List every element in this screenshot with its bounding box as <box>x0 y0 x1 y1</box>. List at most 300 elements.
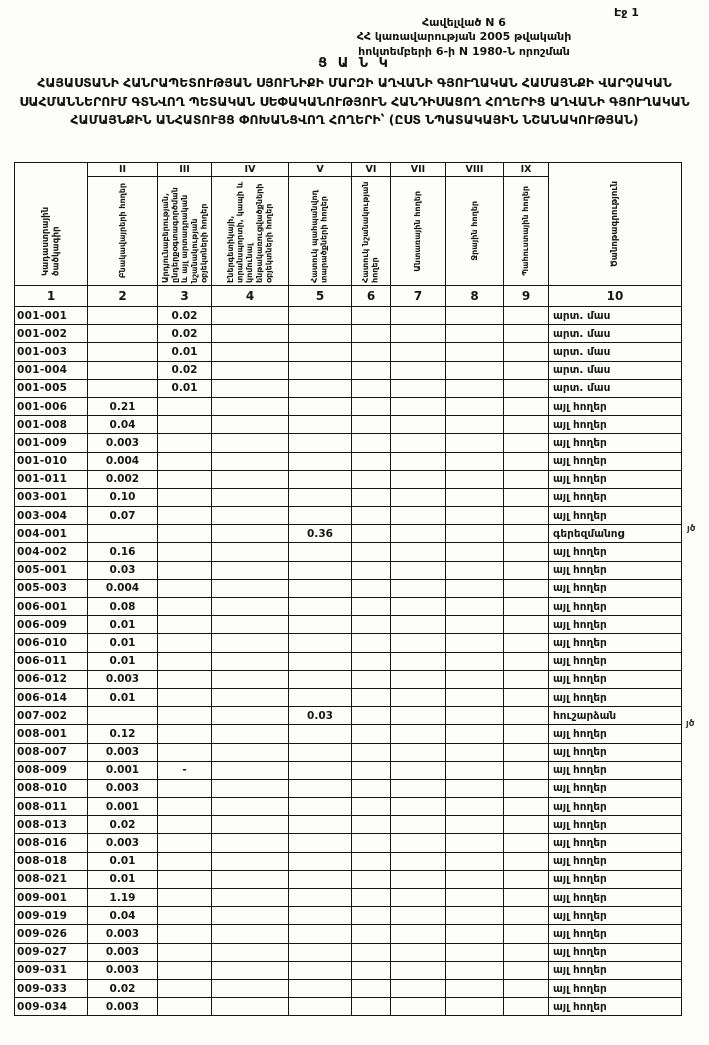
cell-cadastral-code: 006-010 <box>15 634 88 652</box>
cell-area-value <box>158 416 212 434</box>
cell-area-value: 0.003 <box>88 779 158 797</box>
cell-area-value <box>158 870 212 888</box>
table-row <box>15 325 682 343</box>
cell-area-value <box>446 325 504 343</box>
cell-area-value: 0.07 <box>88 507 158 525</box>
cell-area-value <box>212 543 289 561</box>
table-row <box>15 907 682 925</box>
cell-area-value: 0.08 <box>88 598 158 616</box>
cell-area-value <box>446 816 504 834</box>
cell-cadastral-code: 008-009 <box>15 761 88 779</box>
cell-cadastral-code: 005-003 <box>15 579 88 597</box>
table-row <box>15 579 682 597</box>
table-row <box>15 470 682 488</box>
cell-area-value <box>446 688 504 706</box>
table-row <box>15 707 682 725</box>
cell-cadastral-code: 001-005 <box>15 379 88 397</box>
cell-area-value <box>289 452 352 470</box>
cell-area-value <box>352 434 391 452</box>
cell-cadastral-code: 009-033 <box>15 979 88 997</box>
cell-area-value: 0.002 <box>88 470 158 488</box>
cell-area-value <box>352 325 391 343</box>
cell-area-value <box>212 452 289 470</box>
cell-area-value <box>289 798 352 816</box>
cell-area-value <box>158 779 212 797</box>
cell-area-value <box>212 834 289 852</box>
cell-cadastral-code: 001-008 <box>15 416 88 434</box>
cell-area-value <box>289 543 352 561</box>
cell-area-value <box>289 397 352 415</box>
cell-area-value <box>446 834 504 852</box>
cell-area-value: 0.01 <box>88 688 158 706</box>
cell-remark: այլ հողեր <box>549 616 682 634</box>
cell-area-value <box>212 943 289 961</box>
cell-area-value: 0.04 <box>88 416 158 434</box>
column-number: 3 <box>158 286 212 307</box>
cell-area-value <box>289 925 352 943</box>
cell-area-value <box>212 525 289 543</box>
cell-area-value: 0.01 <box>88 634 158 652</box>
cell-area-value <box>446 434 504 452</box>
cell-area-value <box>212 397 289 415</box>
header-remark-label: Ծանոթագրություն <box>609 181 620 267</box>
cell-area-value <box>391 616 446 634</box>
cell-area-value <box>504 616 549 634</box>
cell-area-value <box>212 889 289 907</box>
cell-area-value: 0.003 <box>88 943 158 961</box>
cell-cadastral-code: 006-012 <box>15 670 88 688</box>
cell-remark: այլ հողեր <box>549 870 682 888</box>
cell-area-value <box>158 652 212 670</box>
cell-area-value: 0.01 <box>88 652 158 670</box>
cell-area-value <box>391 379 446 397</box>
cell-area-value <box>88 307 158 325</box>
cell-area-value: 0.10 <box>88 488 158 506</box>
cell-area-value <box>446 779 504 797</box>
cell-area-value <box>212 307 289 325</box>
cell-area-value <box>212 325 289 343</box>
cell-cadastral-code: 008-021 <box>15 870 88 888</box>
cell-cadastral-code: 001-002 <box>15 325 88 343</box>
column-number: 1 <box>15 286 88 307</box>
cell-cadastral-code: 009-027 <box>15 943 88 961</box>
cell-area-value <box>289 889 352 907</box>
cell-remark: այլ հողեր <box>549 543 682 561</box>
cell-area-value <box>352 470 391 488</box>
cell-area-value: 0.03 <box>88 561 158 579</box>
cell-area-value <box>391 561 446 579</box>
header-land-category-label: Հատուկ պահպանվող տարածքների հողեր <box>310 190 329 283</box>
cell-area-value <box>158 907 212 925</box>
cell-area-value <box>504 852 549 870</box>
cell-area-value <box>289 834 352 852</box>
cell-area-value <box>446 798 504 816</box>
roman-numeral: III <box>158 163 212 177</box>
cell-remark: այլ հողեր <box>549 579 682 597</box>
cell-area-value <box>158 561 212 579</box>
cell-area-value: 0.003 <box>88 998 158 1016</box>
cell-cadastral-code: 008-007 <box>15 743 88 761</box>
cell-area-value: 0.001 <box>88 761 158 779</box>
cell-cadastral-code: 009-026 <box>15 925 88 943</box>
cell-area-value <box>446 652 504 670</box>
cell-cadastral-code: 001-006 <box>15 397 88 415</box>
cell-remark: այլ հողեր <box>549 961 682 979</box>
cell-area-value: 0.004 <box>88 579 158 597</box>
cell-area-value <box>504 779 549 797</box>
cell-area-value <box>212 507 289 525</box>
cell-remark: այլ հողեր <box>549 834 682 852</box>
cell-remark: գերեզմանոց <box>549 525 682 543</box>
cell-area-value <box>88 343 158 361</box>
cell-area-value <box>158 925 212 943</box>
appendix-line: հոկտեմբերի 6-ի N 1980-Ն որոշման <box>358 44 570 58</box>
cell-area-value: 0.04 <box>88 907 158 925</box>
cell-area-value <box>446 707 504 725</box>
cell-area-value <box>504 397 549 415</box>
cell-area-value <box>352 598 391 616</box>
cell-area-value <box>212 379 289 397</box>
cell-area-value <box>352 798 391 816</box>
cell-area-value <box>212 925 289 943</box>
cell-area-value <box>352 834 391 852</box>
header-land-category-label: Հատուկ նշանակության հողեր <box>361 181 380 283</box>
cell-area-value <box>446 343 504 361</box>
cell-area-value <box>504 979 549 997</box>
cell-area-value <box>504 307 549 325</box>
cell-area-value: 0.16 <box>88 543 158 561</box>
cell-area-value <box>289 998 352 1016</box>
cell-area-value: 0.02 <box>158 325 212 343</box>
cell-area-value <box>212 907 289 925</box>
cell-cadastral-code: 001-011 <box>15 470 88 488</box>
cell-area-value <box>391 434 446 452</box>
table-row <box>15 834 682 852</box>
cell-area-value <box>352 961 391 979</box>
cell-area-value <box>158 525 212 543</box>
table-row <box>15 670 682 688</box>
cell-cadastral-code: 003-004 <box>15 507 88 525</box>
header-land-category <box>446 177 504 286</box>
cell-remark: այլ հողեր <box>549 507 682 525</box>
header-land-category-label: Պահուստային հողեր <box>521 186 531 276</box>
table-row <box>15 979 682 997</box>
cell-area-value <box>504 561 549 579</box>
cell-area-value <box>289 670 352 688</box>
cell-area-value <box>446 470 504 488</box>
cell-area-value: 0.21 <box>88 397 158 415</box>
cell-cadastral-code: 001-003 <box>15 343 88 361</box>
cell-area-value <box>504 361 549 379</box>
cell-remark: այլ հողեր <box>549 816 682 834</box>
cell-area-value <box>446 507 504 525</box>
cell-area-value <box>289 961 352 979</box>
cell-area-value <box>504 325 549 343</box>
table-row <box>15 743 682 761</box>
cell-area-value <box>212 343 289 361</box>
cell-area-value <box>158 943 212 961</box>
cell-area-value <box>212 616 289 634</box>
table-row <box>15 816 682 834</box>
cell-area-value: 0.03 <box>289 707 352 725</box>
roman-numeral: V <box>289 163 352 177</box>
cell-area-value <box>391 307 446 325</box>
cell-area-value: 0.01 <box>88 852 158 870</box>
table-row <box>15 543 682 561</box>
cell-area-value <box>212 634 289 652</box>
cell-cadastral-code: 004-002 <box>15 543 88 561</box>
cell-area-value <box>352 616 391 634</box>
cell-area-value <box>212 416 289 434</box>
cell-area-value <box>504 652 549 670</box>
cell-area-value <box>391 943 446 961</box>
cell-area-value <box>391 816 446 834</box>
table-row <box>15 434 682 452</box>
cell-area-value <box>289 561 352 579</box>
cell-remark: արտ. մաս <box>549 379 682 397</box>
cell-area-value <box>446 943 504 961</box>
cell-area-value <box>391 325 446 343</box>
header-land-category <box>289 177 352 286</box>
table-row <box>15 488 682 506</box>
cell-area-value <box>446 725 504 743</box>
cell-area-value: 0.12 <box>88 725 158 743</box>
column-number: 10 <box>549 286 682 307</box>
cell-remark: այլ հողեր <box>549 688 682 706</box>
cell-area-value <box>391 507 446 525</box>
cell-area-value <box>212 798 289 816</box>
cell-area-value <box>352 307 391 325</box>
cell-area-value <box>391 707 446 725</box>
cell-area-value: 0.01 <box>158 343 212 361</box>
document-title: ՀԱՅԱՍՏԱՆԻ ՀԱՆՐԱՊԵՏՈՒԹՅԱՆ ՍՅՈՒՆԻՔԻ ՄԱՐԶԻ ԱՂՎԱՆԻ ԳՅՈՒՂԱԿԱՆ ՀԱՄԱՅՆՔԻ ՎԱՐՉԱԿԱՆ ՍԱՀՄԱՆՆԵՐՈՒՄ ԳՏՆՎՈՂ ՊԵՏԱԿԱՆ ՍԵՓԱԿԱՆՈՒԹՅՈՒՆ ՀԱՆԴԻՍԱՑՈՂ ՀՈՂԵՐԻՑ ԱՂՎԱՆԻ ԳՅՈՒՂԱԿԱՆ ՀԱՄԱՅՆՔԻՆ ԱՆՀԱՏՈՒՅՑ ՓՈԽԱՆՑՎՈՂ ՀՈՂԵՐԻ՝ (ԸՍՏ ՆՊԱՏԱԿԱՅԻՆ ՆՇԱՆԱԿՈՒԹՅԱՆ) <box>19 75 690 128</box>
cell-area-value <box>212 707 289 725</box>
cell-area-value <box>289 907 352 925</box>
cell-area-value <box>446 598 504 616</box>
cell-area-value <box>158 670 212 688</box>
cell-area-value <box>88 707 158 725</box>
cell-area-value <box>212 488 289 506</box>
column-number: 5 <box>289 286 352 307</box>
cell-cadastral-code: 006-014 <box>15 688 88 706</box>
cell-remark: այլ հողեր <box>549 798 682 816</box>
cell-area-value <box>391 743 446 761</box>
cell-remark: այլ հողեր <box>549 925 682 943</box>
cell-cadastral-code: 009-034 <box>15 998 88 1016</box>
cell-area-value <box>504 907 549 925</box>
header-cadastral-code-label: Կադաստրային ծածկագիր <box>40 206 61 276</box>
cell-area-value <box>446 488 504 506</box>
cell-area-value: 0.004 <box>88 452 158 470</box>
table-row <box>15 870 682 888</box>
header-land-category <box>391 177 446 286</box>
cell-area-value <box>446 579 504 597</box>
cell-area-value <box>391 634 446 652</box>
cell-area-value <box>158 634 212 652</box>
cell-remark: այլ հողեր <box>549 397 682 415</box>
cell-area-value <box>352 543 391 561</box>
cell-area-value <box>158 961 212 979</box>
cell-area-value <box>158 816 212 834</box>
cell-area-value <box>88 379 158 397</box>
table-head <box>15 163 682 307</box>
cell-area-value <box>391 961 446 979</box>
cell-area-value <box>504 998 549 1016</box>
table-row <box>15 507 682 525</box>
roman-numeral: VII <box>391 163 446 177</box>
cell-area-value <box>289 307 352 325</box>
cell-area-value <box>212 688 289 706</box>
cell-area-value <box>446 670 504 688</box>
cell-cadastral-code: 006-001 <box>15 598 88 616</box>
cell-area-value <box>352 652 391 670</box>
appendix-line: Հավելված N 6 <box>422 16 506 29</box>
cell-area-value <box>504 416 549 434</box>
column-number: 4 <box>212 286 289 307</box>
cell-area-value: 0.003 <box>88 743 158 761</box>
table-row <box>15 688 682 706</box>
roman-numeral: IV <box>212 163 289 177</box>
cell-cadastral-code: 008-010 <box>15 779 88 797</box>
cell-area-value <box>446 852 504 870</box>
cell-area-value <box>446 543 504 561</box>
table-row <box>15 652 682 670</box>
cell-area-value <box>158 707 212 725</box>
roman-numeral: II <box>88 163 158 177</box>
cell-area-value <box>446 616 504 634</box>
table-row <box>15 998 682 1016</box>
cell-area-value <box>446 961 504 979</box>
header-land-category-label: Անտառային հողեր <box>413 190 423 272</box>
cell-remark: այլ հողեր <box>549 743 682 761</box>
cell-area-value <box>212 761 289 779</box>
cell-area-value <box>289 652 352 670</box>
cell-area-value <box>504 434 549 452</box>
cell-area-value <box>352 361 391 379</box>
cell-area-value <box>446 907 504 925</box>
cell-area-value <box>391 761 446 779</box>
table-row <box>15 397 682 415</box>
cell-area-value <box>391 907 446 925</box>
cell-area-value <box>212 979 289 997</box>
cell-area-value: 0.001 <box>88 798 158 816</box>
cell-remark: այլ հողեր <box>549 943 682 961</box>
cell-area-value <box>158 852 212 870</box>
cell-remark: արտ. մաս <box>549 343 682 361</box>
cell-area-value <box>391 798 446 816</box>
handwritten-margin-note: յծ <box>687 524 696 534</box>
cell-area-value <box>158 507 212 525</box>
cell-area-value <box>352 707 391 725</box>
cell-area-value <box>158 488 212 506</box>
cell-remark: այլ հողեր <box>549 852 682 870</box>
cell-area-value <box>504 488 549 506</box>
cell-area-value <box>504 743 549 761</box>
cell-remark: այլ հողեր <box>549 670 682 688</box>
table-row <box>15 961 682 979</box>
cell-area-value <box>212 779 289 797</box>
cell-area-value <box>289 361 352 379</box>
cell-area-value <box>158 579 212 597</box>
cell-area-value <box>289 325 352 343</box>
table-row <box>15 761 682 779</box>
cell-cadastral-code: 009-031 <box>15 961 88 979</box>
cell-area-value <box>446 761 504 779</box>
cell-remark: այլ հողեր <box>549 470 682 488</box>
cell-cadastral-code: 001-001 <box>15 307 88 325</box>
land-table <box>14 162 682 1016</box>
cell-area-value <box>158 452 212 470</box>
table-row <box>15 779 682 797</box>
cell-area-value <box>391 652 446 670</box>
cell-area-value <box>289 507 352 525</box>
table-body <box>15 307 682 1016</box>
cell-area-value <box>212 961 289 979</box>
cell-area-value <box>446 870 504 888</box>
table-row <box>15 379 682 397</box>
appendix-reference-block <box>268 16 660 59</box>
cell-cadastral-code: 007-002 <box>15 707 88 725</box>
cell-area-value <box>352 761 391 779</box>
cell-area-value: 0.003 <box>88 670 158 688</box>
cell-area-value <box>352 579 391 597</box>
cell-area-value <box>352 525 391 543</box>
cell-area-value <box>212 852 289 870</box>
cell-area-value <box>504 670 549 688</box>
cell-remark: այլ հողեր <box>549 907 682 925</box>
cell-remark: այլ հողեր <box>549 889 682 907</box>
cell-area-value: - <box>158 761 212 779</box>
cell-area-value <box>289 870 352 888</box>
cell-remark: այլ հողեր <box>549 488 682 506</box>
cell-area-value <box>391 779 446 797</box>
cell-area-value <box>352 507 391 525</box>
cell-area-value <box>289 579 352 597</box>
cell-cadastral-code: 004-001 <box>15 525 88 543</box>
header-land-category-label: Էներգետիկայի, տրանսպորտի, կապի և կոմունալ ենթակառուցվածքների օբյեկտների հողեր <box>226 181 274 283</box>
table-row <box>15 634 682 652</box>
cell-area-value <box>158 798 212 816</box>
table-row <box>15 925 682 943</box>
header-remark <box>549 163 682 286</box>
cell-area-value <box>352 870 391 888</box>
cell-area-value <box>289 725 352 743</box>
header-land-category <box>158 177 212 286</box>
cell-area-value: 0.003 <box>88 834 158 852</box>
cell-area-value <box>352 397 391 415</box>
cell-area-value <box>352 688 391 706</box>
cell-area-value <box>289 470 352 488</box>
cell-area-value <box>88 525 158 543</box>
cell-area-value <box>446 979 504 997</box>
cell-area-value <box>391 688 446 706</box>
cell-area-value <box>446 452 504 470</box>
cell-area-value <box>446 307 504 325</box>
cell-area-value <box>289 779 352 797</box>
cell-cadastral-code: 006-011 <box>15 652 88 670</box>
cell-cadastral-code: 008-011 <box>15 798 88 816</box>
cell-remark: այլ հողեր <box>549 561 682 579</box>
cell-area-value <box>391 979 446 997</box>
column-number: 2 <box>88 286 158 307</box>
cell-area-value <box>504 870 549 888</box>
column-number: 7 <box>391 286 446 307</box>
cell-area-value <box>352 561 391 579</box>
cell-area-value <box>504 543 549 561</box>
cell-cadastral-code: 001-009 <box>15 434 88 452</box>
cell-area-value: 0.02 <box>158 361 212 379</box>
cell-cadastral-code: 009-001 <box>15 889 88 907</box>
